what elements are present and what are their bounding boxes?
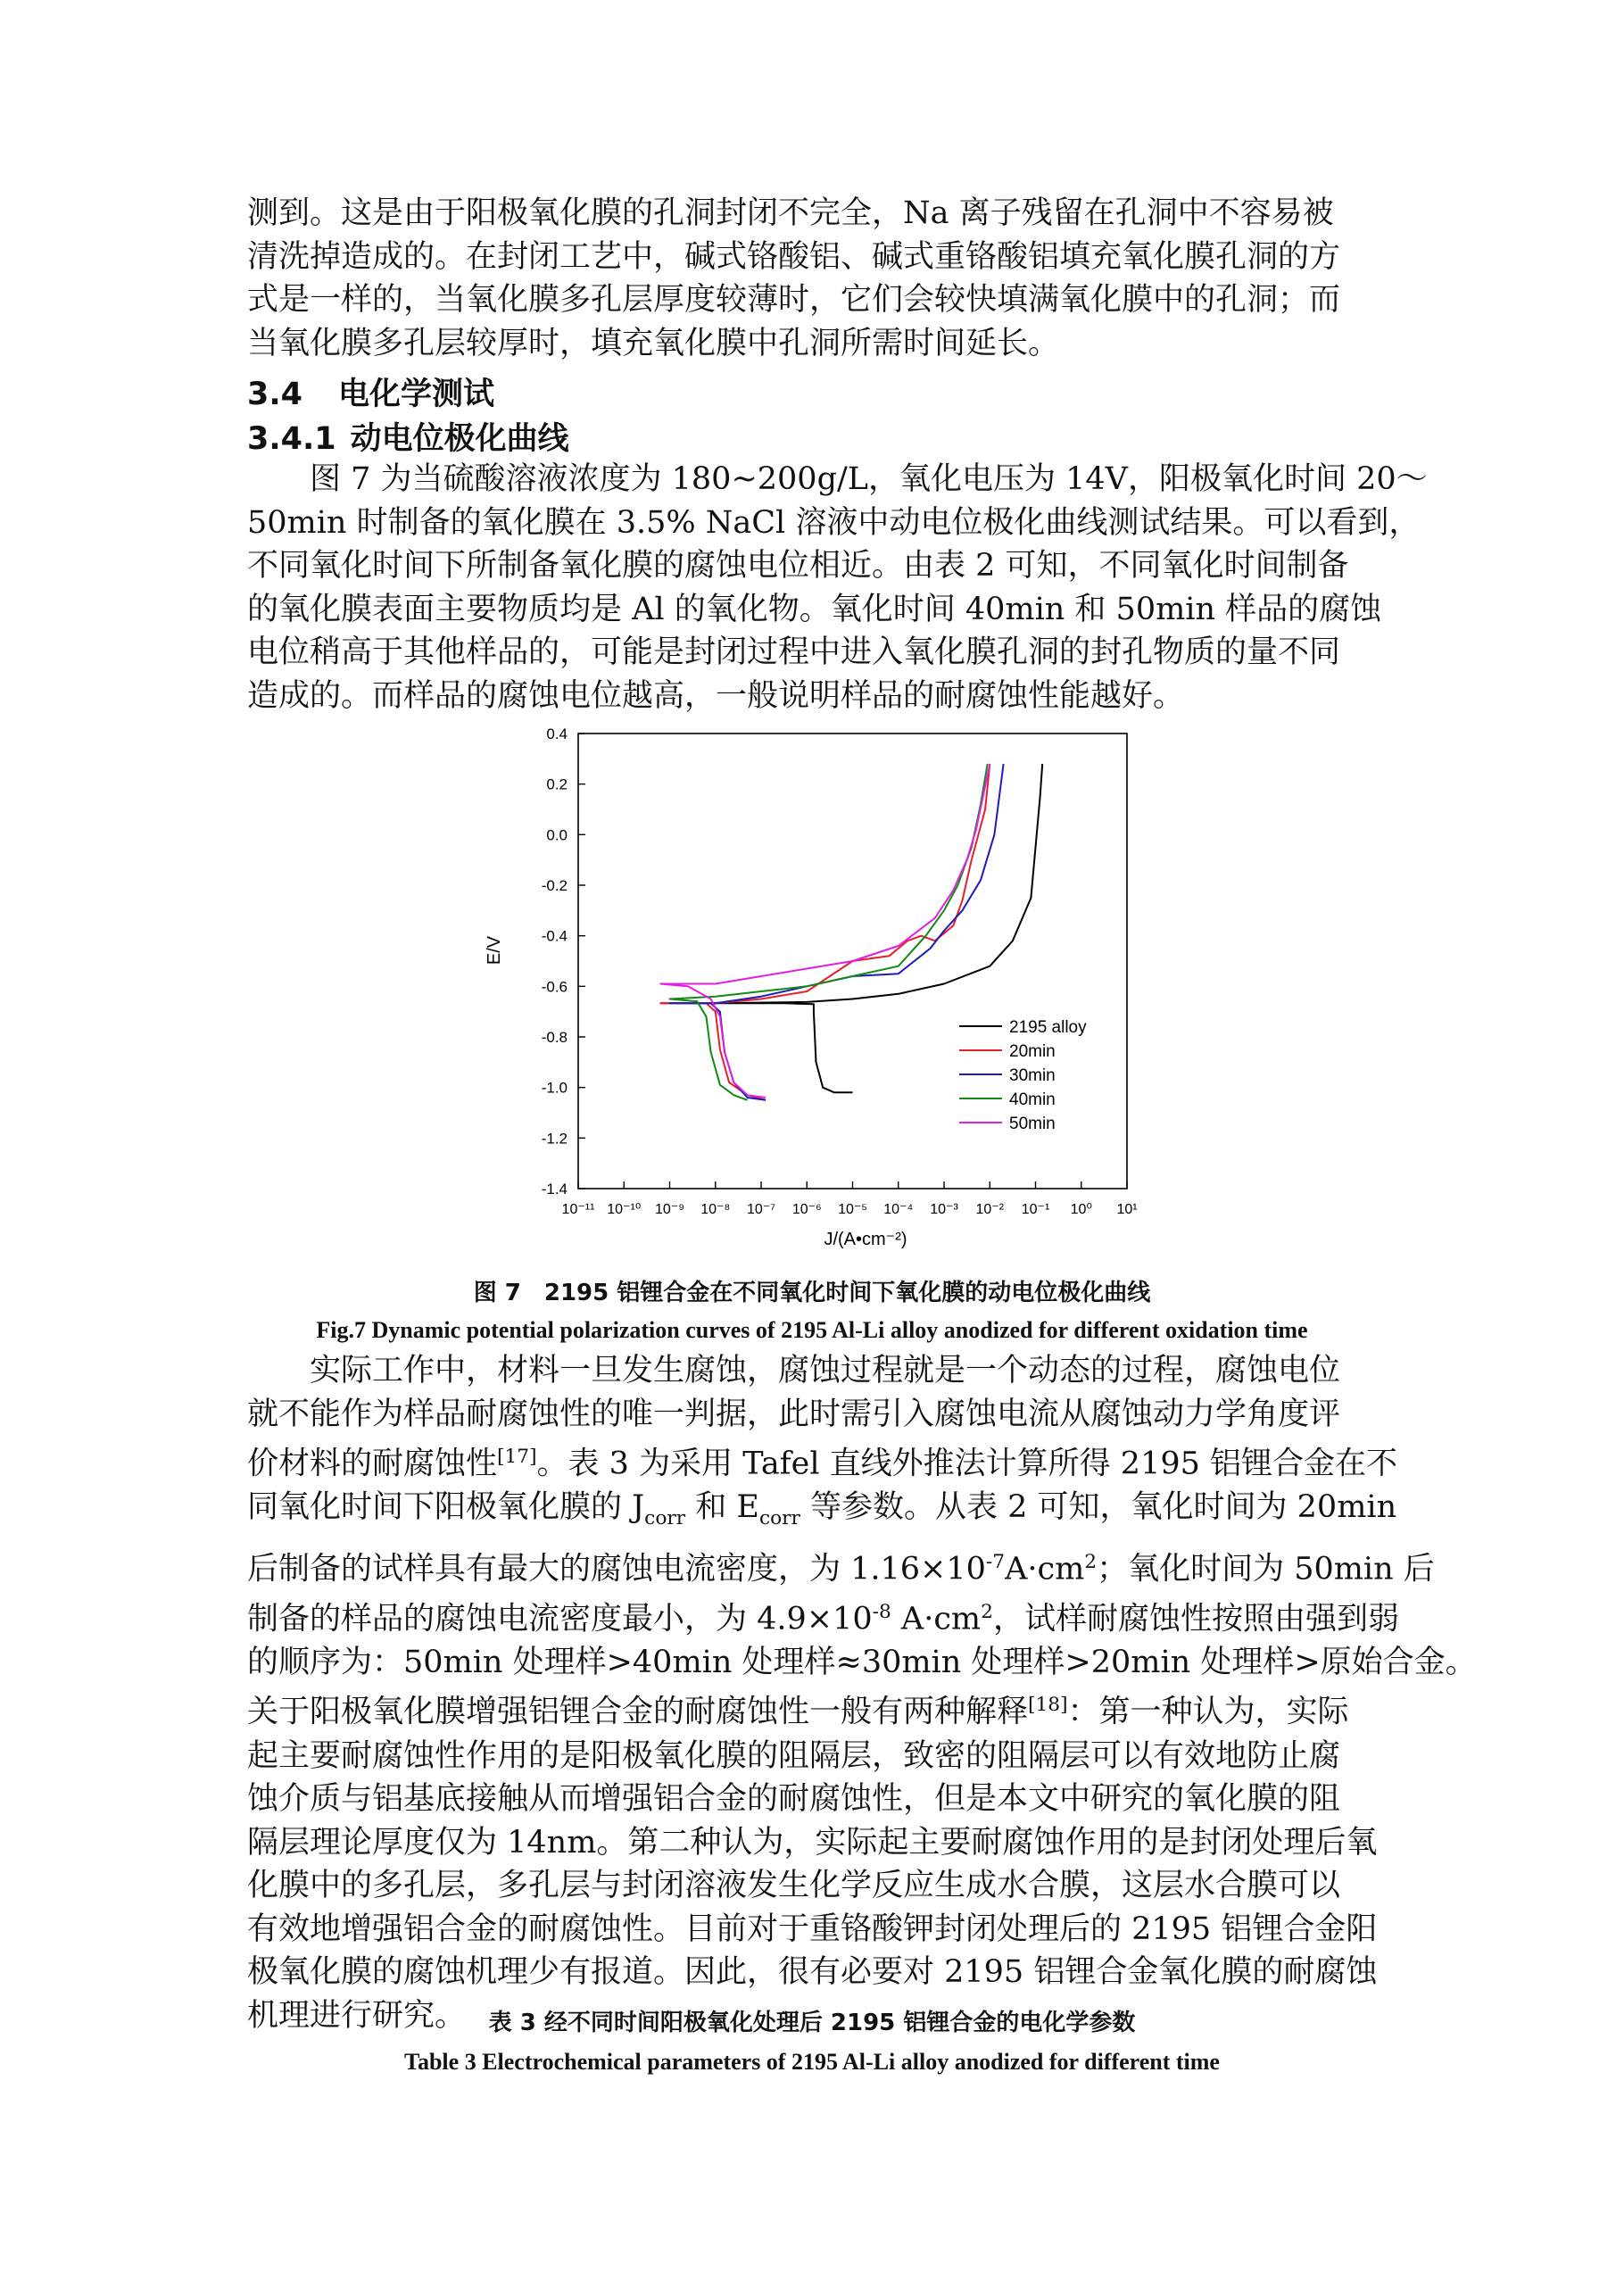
y-tick-label: -0.2 [541,877,568,894]
text-run: 。表 3 为采用 Tafel 直线外推法计算所得 2195 铝锂合金在不 [536,1446,1397,1482]
x-tick-label: 10⁻⁶ [791,1202,822,1217]
legend-label: 20min [1009,1042,1056,1061]
x-tick-label: 10⁰ [1070,1202,1092,1217]
text-line: 就不能作为样品耐腐蚀性的唯一判据，此时需引入腐蚀电流从腐蚀动力学角度评 [247,1396,1341,1432]
text-run: 同氧化时间下阳极氧化膜的 J [247,1489,645,1526]
text-line [247,1486,1416,1541]
figure-caption-en: Fig.7 Dynamic potential polarization curves of 2195 Al-Li alloy anodized for different oxidation time [316,1317,1308,1343]
text-line: 式是一样的，当氧化膜多孔层厚度较薄时，它们会较快填满氧化膜中的孔洞；而 [247,282,1341,318]
subsection-heading [247,414,569,459]
x-tick-label: 10⁻¹¹ [561,1202,595,1217]
citation-ref: [17] [497,1446,537,1468]
legend-label: 30min [1009,1066,1056,1085]
y-tick-label: -0.4 [541,927,568,945]
superscript: 2 [1084,1550,1098,1573]
text-line: 起主要耐腐蚀性作用的是阳极氧化膜的阻隔层，致密的阻隔层可以有效地防止腐 [247,1737,1341,1774]
paragraph-1 [247,192,1416,365]
text-line [247,1436,1416,1486]
figure-caption-cn: 图 7 2195 铝锂合金在不同氧化时间下氧化膜的动电位极化曲线 [473,1280,1151,1306]
paragraph-3 [247,1349,1477,2037]
subsection-number: 3.4.1 [247,421,336,457]
text-line: 实际工作中，材料一旦发生腐蚀，腐蚀过程就是一个动态的过程，腐蚀电位 [310,1353,1341,1388]
text-line: 的氧化膜表面主要物质均是 Al 的氧化物。氧化时间 40min 和 50min 样品的腐蚀 [247,591,1382,627]
y-tick-label: -1.0 [541,1079,568,1097]
text-run: ：第一种认为，实际 [1067,1695,1349,1731]
legend-label: 50min [1009,1115,1056,1133]
y-tick-label: 0.4 [546,725,568,742]
x-tick-label: 10⁻⁴ [883,1202,914,1217]
section-heading [247,369,494,414]
text-line: 图 7 为当硫酸溶液浓度为 180~200g/L，氧化电压为 14V，阳极氧化时间 20～ [310,461,1428,497]
y-tick-label: -1.4 [541,1181,568,1198]
citation-ref: [18] [1028,1694,1068,1717]
text-run: A·cm [1005,1551,1085,1587]
x-tick-label: 10⁻⁸ [700,1202,731,1217]
text-run: 制备的样品的腐蚀电流密度最小，为 4.9×10 [247,1601,873,1637]
text-line: 不同氧化时间下所制备氧化膜的腐蚀电位相近。由表 2 可知，不同氧化时间制备 [247,548,1349,584]
text-run: 等参数。从表 2 可知，氧化时间为 20min [800,1489,1397,1526]
text-line: 当氧化膜多孔层较厚时，填充氧化膜中孔洞所需时间延长。 [247,325,1060,361]
text-line: 极氧化膜的腐蚀机理少有报道。因此，很有必要对 2195 铝锂合金氧化膜的耐腐蚀 [247,1954,1378,1991]
superscript: 2 [981,1600,993,1623]
y-tick-label: -0.6 [541,978,568,996]
y-tick-label: 0.2 [546,775,568,793]
text-line: 测到。这是由于阳极氧化膜的孔洞封闭不完全，Na 离子残留在孔洞中不容易被 [247,195,1334,231]
text-line: 的顺序为：50min 处理样>40min 处理样≈30min 处理样>20min 处理样>原始合金。 [247,1644,1477,1680]
text-line: 化膜中的多孔层，多孔层与封闭溶液发生化学反应生成水合膜，这层水合膜可以 [247,1868,1341,1904]
text-line: 造成的。而样品的腐蚀电位越高，一般说明样品的耐腐蚀性能越好。 [247,677,1185,714]
y-tick-label: -1.2 [541,1130,568,1148]
y-axis-label: E/V [485,935,504,966]
text-run: 价材料的耐腐蚀性 [247,1446,498,1482]
text-line [247,1684,1416,1734]
text-line: 隔层理论厚度仅为 14nm。第二种认为，实际起主要耐腐蚀作用的是封闭处理后氧 [247,1824,1378,1861]
table-caption-en: Table 3 Electrochemical parameters of 2195 Al-Li alloy anodized for different time [404,2049,1220,2075]
legend-label: 40min [1009,1090,1056,1109]
text-run: 和 E [685,1489,759,1526]
text-line: 50min 时制备的氧化膜在 3.5% NaCl 溶液中动电位极化曲线测试结果。可以看到， [247,504,1421,541]
text-run: A·cm [891,1601,982,1637]
subscript: corr [758,1507,800,1530]
text-line: 电位稍高于其他样品的，可能是封闭过程中进入氧化膜孔洞的封孔物质的量不同 [247,634,1341,670]
subscript: corr [644,1507,686,1530]
section-number: 3.4 [247,377,303,412]
section-title: 电化学测试 [338,377,495,412]
text-run: 后制备的试样具有最大的腐蚀电流密度，为 1.16×10 [247,1551,986,1587]
x-tick-label: 10⁻³ [930,1202,958,1217]
x-tick-label: 10⁻⁷ [746,1202,776,1217]
text-run: ；氧化时间为 50min 后 [1097,1551,1435,1587]
text-line: 机理进行研究。 [247,1997,467,2034]
text-line [247,1541,1435,1591]
text-line: 清洗掉造成的。在封闭工艺中，碱式铬酸铝、碱式重铬酸铝填充氧化膜孔洞的方 [247,238,1341,275]
y-tick-label: -0.8 [541,1029,568,1046]
subsection-title: 动电位极化曲线 [350,421,569,457]
superscript: -7 [985,1550,1006,1573]
polarization-chart [473,714,1151,1267]
x-axis-label: J/(A•cm⁻²) [824,1230,907,1249]
text-line [247,1591,1416,1641]
legend-label: 2195 alloy [1009,1018,1087,1037]
x-tick-label: 10⁻¹ [1021,1202,1050,1217]
series-line [660,764,1042,1092]
x-tick-label: 10⁻¹⁰ [607,1202,642,1217]
series-line [670,764,988,1100]
text-line: 蚀介质与铝基底接触从而增强铝合金的耐腐蚀性，但是本文中研究的氧化膜的阻 [247,1781,1341,1818]
x-tick-label: 10¹ [1116,1202,1138,1217]
text-run: 关于阳极氧化膜增强铝锂合金的耐腐蚀性一般有两种解释 [247,1695,1029,1731]
table-caption-cn: 表 3 经不同时间阳极氧化处理后 2195 铝锂合金的电化学参数 [488,2010,1136,2036]
x-tick-label: 10⁻⁹ [654,1202,685,1217]
x-tick-label: 10⁻⁵ [838,1202,867,1217]
text-run: ，试样耐腐蚀性按照由强到弱 [992,1601,1399,1637]
superscript: -8 [872,1600,891,1623]
paragraph-2 [247,458,1428,717]
text-line: 有效地增强铝合金的耐腐蚀性。目前对于重铬酸钾封闭处理后的 2195 铝锂合金阳 [247,1911,1378,1947]
y-tick-label: 0.0 [546,826,568,844]
x-tick-label: 10⁻² [975,1202,1005,1217]
